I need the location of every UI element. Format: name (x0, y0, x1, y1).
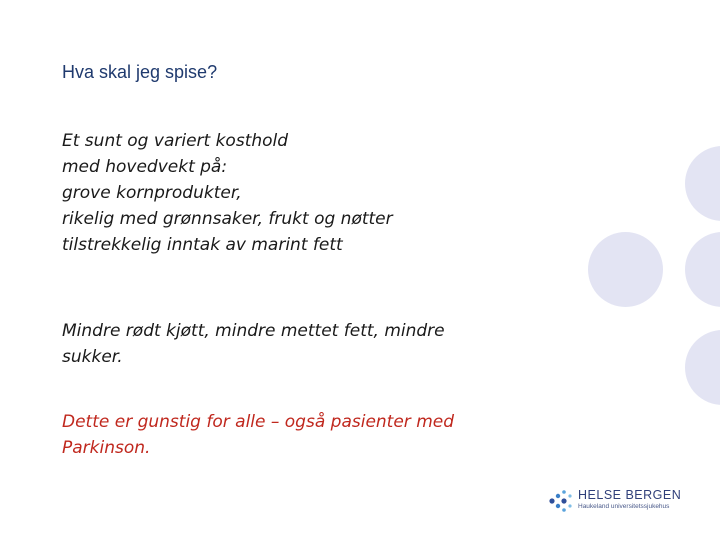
intro-line: rikelig med grønnsaker, frukt og nøtter (62, 209, 393, 229)
intro-line: Et sunt og variert kosthold (62, 131, 289, 151)
decor-circle (685, 146, 720, 221)
intro-line: med hovedvekt på: (62, 157, 228, 177)
helse-bergen-logo (546, 486, 686, 516)
logo-dots-icon (546, 488, 576, 514)
intro-text (62, 128, 532, 258)
logo-name: HELSE BERGEN (578, 488, 682, 502)
slide-title: Hva skal jeg spise? (62, 62, 218, 82)
intro-line: tilstrekkelig inntak av marint fett (62, 235, 343, 255)
decor-circle (685, 330, 720, 405)
decor-circle (685, 232, 720, 307)
decor-circle (588, 232, 663, 307)
highlight-text: Dette er gunstig for alle – også pasienter med Parkinson. (62, 412, 455, 458)
diet-advice-text: Mindre rødt kjøtt, mindre mettet fett, mindre sukker. (62, 321, 445, 367)
intro-line: grove kornprodukter, (62, 183, 242, 203)
logo-subtitle: Haukeland universitetssjukehus (578, 503, 670, 510)
